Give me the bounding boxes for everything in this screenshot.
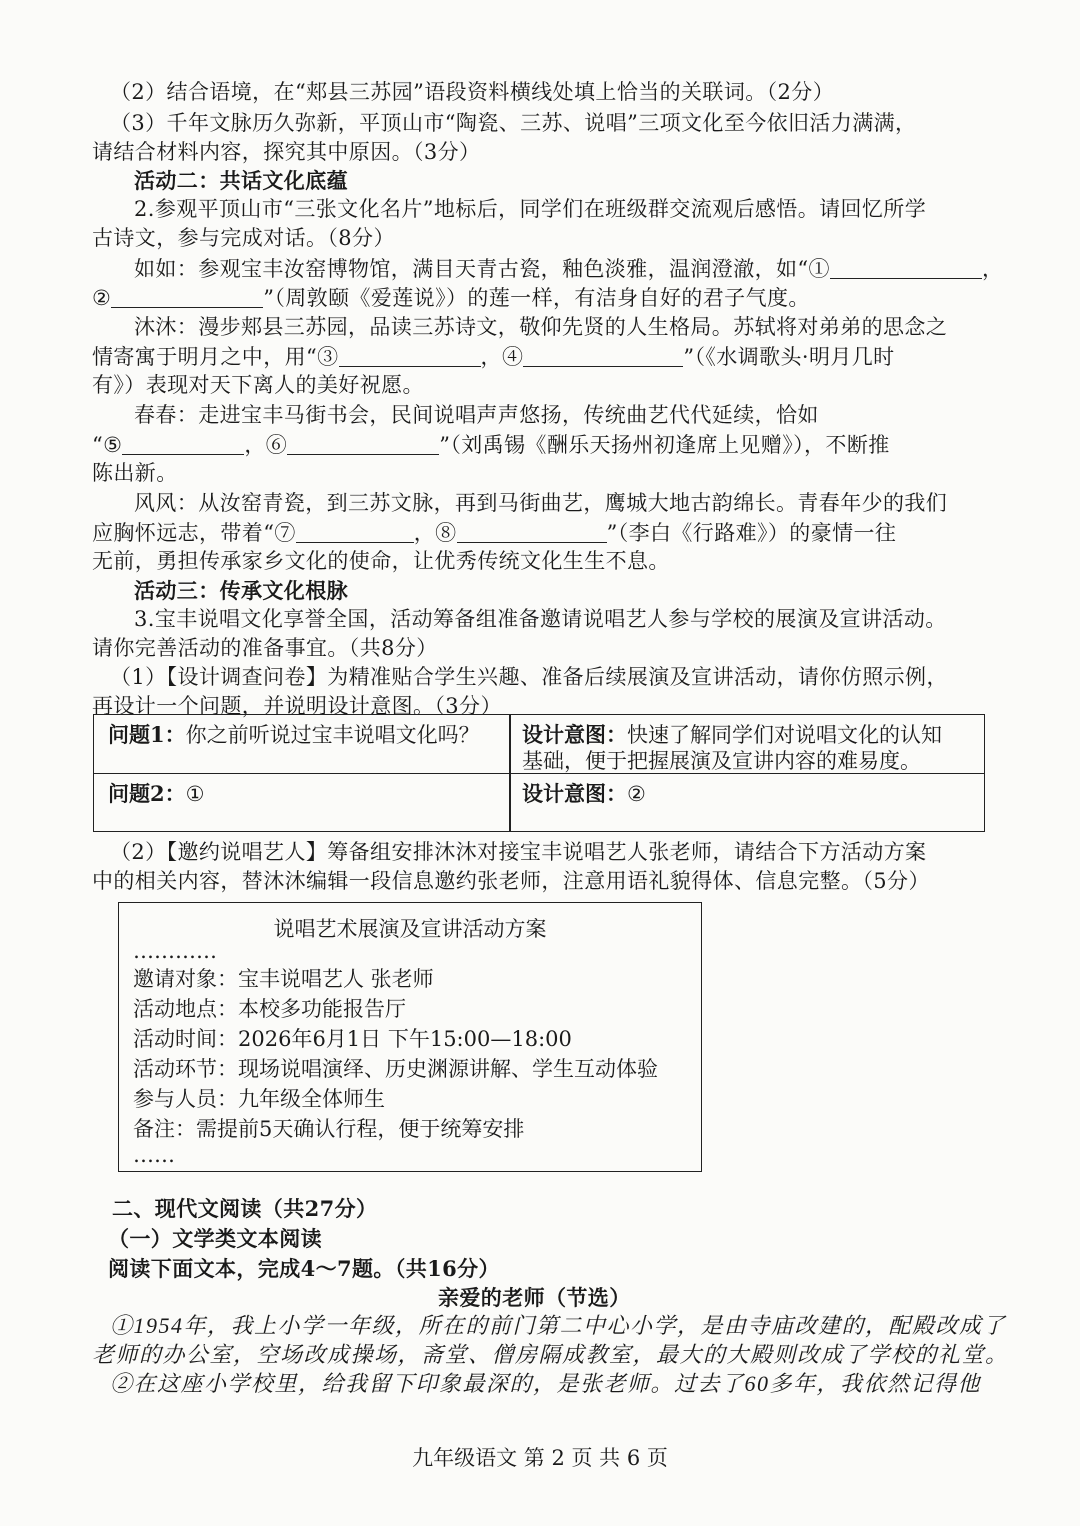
- blank-2[interactable]: [111, 287, 263, 308]
- intent-2-label: 设计意图：: [522, 781, 627, 806]
- blank-8[interactable]: [457, 522, 607, 543]
- plan-title: 说唱艺术展演及宣讲活动方案: [273, 917, 547, 941]
- dialogue-chun-line1: 春春：走进宝丰马街书会，民间说唱声声悠扬，传统曲艺代代延续，恰如: [134, 403, 819, 427]
- question-2-answer-slot: ①: [185, 782, 205, 806]
- story-paragraph-1-line2: 老师的办公室，空场改成操场，斋堂、僧房隔成教室，最大的大殿则改成了学校的礼堂。: [92, 1342, 1009, 1367]
- dialogue-chun-line2: [92, 434, 890, 456]
- feng-text-3: ”（李白《行路难》）的豪情一往: [606, 521, 897, 545]
- question-1-3-line2: 请结合材料内容，探究其中原因。（3分）: [92, 140, 481, 164]
- plan-invite: 邀请对象：宝丰说唱艺人 张老师: [133, 967, 434, 991]
- intent-1-label: 设计意图：: [522, 722, 627, 747]
- dialogue-mumu-line1: 沐沐：漫步郏县三苏园，品读三苏诗文，敬仰先贤的人生格局。苏轼将对弟弟的思念之: [134, 315, 948, 339]
- blank-5[interactable]: [122, 434, 244, 455]
- activity-2-heading: 活动二：共话文化底蕴: [134, 168, 348, 193]
- question-3-2-line2: 中的相关内容，替沐沐编辑一段信息邀约张老师，注意用语礼貌得体、信息完整。（5分）: [92, 869, 930, 893]
- question-3-1-line2: 再设计一个问题，并说明设计意图。（3分）: [92, 694, 502, 718]
- dialogue-feng-line1: 风风：从汝窑青瓷，到三苏文脉，再到马街曲艺，鹰城大地古韵绵长。青春年少的我们: [134, 491, 948, 515]
- section-2-1-heading: （一）文学类文本阅读: [108, 1226, 322, 1251]
- plan-participants: 参与人员：九年级全体师生: [133, 1087, 385, 1111]
- intent-1-text: 快速了解同学们对说唱文化的认知: [627, 723, 942, 747]
- plan-note: 备注：需提前5天确认行程，便于统筹安排: [133, 1117, 525, 1141]
- dialogue-mumu-line2: [92, 346, 895, 368]
- question-3-line1: 3.宝丰说唱文化享誉全国，活动筹备组准备邀请说唱艺人参与学校的展演及宣讲活动。: [134, 607, 947, 631]
- page-footer: 九年级语文 第 2 页 共 6 页: [412, 1446, 668, 1470]
- activity-plan-box: [118, 902, 702, 1172]
- table-divider: [509, 715, 511, 831]
- intent-2-answer-slot: ②: [627, 782, 646, 806]
- ruru-comma: ，: [981, 257, 1004, 281]
- blank-1[interactable]: [830, 258, 982, 279]
- dialogue-chun-line3: 陈出新。: [92, 461, 178, 485]
- question-3-1-line1: （1）【设计调查问卷】为精准贴合学生兴趣、准备后续展演及宣讲活动，请你仿照示例，: [110, 665, 948, 689]
- blank-6[interactable]: [287, 434, 439, 455]
- blank-4[interactable]: [523, 346, 683, 367]
- section-2-heading: 二、现代文阅读（共27分）: [112, 1196, 378, 1221]
- blank-7[interactable]: [296, 522, 414, 543]
- story-paragraph-2-line1: ②在这座小学校里，给我留下印象最深的，是张老师。过去了60多年，我依然记得他: [110, 1371, 982, 1396]
- plan-place: 活动地点：本校多功能报告厅: [133, 997, 406, 1021]
- feng-text-2: ，⑧: [413, 521, 457, 545]
- dialogue-feng-line2: [92, 522, 896, 544]
- question-1-2: （2）结合语境，在“郏县三苏园”语段资料横线处填上恰当的关联词。（2分）: [110, 80, 835, 104]
- mumu-text-1: 情寄寓于明月之中，用“③: [92, 345, 339, 369]
- question-1-3-line1: （3）千年文脉历久弥新，平顶山市“陶瓷、三苏、说唱”三项文化至今依旧活力满满，: [110, 111, 917, 135]
- plan-segments: 活动环节：现场说唱演绎、历史渊源讲解、学生互动体验: [133, 1057, 658, 1081]
- dialogue-mumu-line3: 有》）表现对天下离人的美好祝愿。: [92, 373, 424, 397]
- ruru-text: 如如：参观宝丰汝窑博物馆，满目天青古瓷，釉色淡雅，温润澄澈，如“①: [134, 257, 830, 281]
- plan-time: 活动时间：2026年6月1日 下午15:00—18:00: [133, 1027, 572, 1051]
- activity-3-heading: 活动三：传承文化根脉: [134, 578, 348, 603]
- reading-instruction: 阅读下面文本，完成4～7题。（共16分）: [108, 1256, 500, 1281]
- mumu-text-3: ”（《水调歌头·明月几时: [683, 345, 895, 369]
- mumu-text-2: ，④: [480, 345, 524, 369]
- intent-1-text-line2: 基础，便于把握展演及宣讲内容的难易度。: [522, 749, 921, 773]
- question-1-label: 问题1：: [108, 722, 186, 747]
- intent-2-cell[interactable]: [522, 783, 646, 805]
- dialogue-ruru-line1: [134, 258, 1003, 280]
- chun-text-3: ”（刘禹锡《酬乐天扬州初逢席上见赠》），不断推: [439, 433, 890, 457]
- dialogue-feng-line3: 无前，勇担传承家乡文化的使命，让优秀传统文化生生不息。: [92, 549, 670, 573]
- question-2-label: 问题2：: [108, 781, 186, 806]
- question-3-line2: 请你完善活动的准备事宜。（共8分）: [92, 636, 438, 660]
- feng-text-1: 应胸怀远志，带着“⑦: [92, 521, 296, 545]
- plan-ellipsis-bottom: ……: [133, 1143, 175, 1167]
- survey-table: [93, 714, 985, 832]
- chun-text-2: ，⑥: [244, 433, 288, 457]
- plan-ellipsis-top: …………: [133, 939, 217, 963]
- question-2-cell[interactable]: [108, 783, 204, 805]
- question-3-2-line1: （2）【邀约说唱艺人】筹备组安排沐沐对接宝丰说唱艺人张老师，请结合下方活动方案: [110, 840, 927, 864]
- blank-2-number: ②: [92, 286, 112, 310]
- story-paragraph-1-line1: ①1954年，我上小学一年级，所在的前门第二中心小学，是由寺庙改建的，配殿改成了: [110, 1313, 1007, 1338]
- question-2-line2: 古诗文，参与完成对话。（8分）: [92, 226, 395, 250]
- question-1-cell: [108, 724, 480, 746]
- question-2-line1: 2.参观平顶山市“三张文化名片”地标后，同学们在班级群交流观后感悟。请回忆所学: [134, 197, 927, 221]
- intent-1-cell: [522, 724, 942, 746]
- question-1-text: 你之前听说过宝丰说唱文化吗？: [185, 723, 480, 747]
- ruru-text-2: ”（周敦颐《爱莲说》）的莲一样，有洁身自好的君子气度。: [263, 286, 810, 310]
- chun-text-1: “⑤: [92, 433, 123, 457]
- blank-3[interactable]: [339, 346, 481, 367]
- story-title: 亲爱的老师（节选）: [438, 1285, 631, 1310]
- dialogue-ruru-line2: [92, 287, 810, 309]
